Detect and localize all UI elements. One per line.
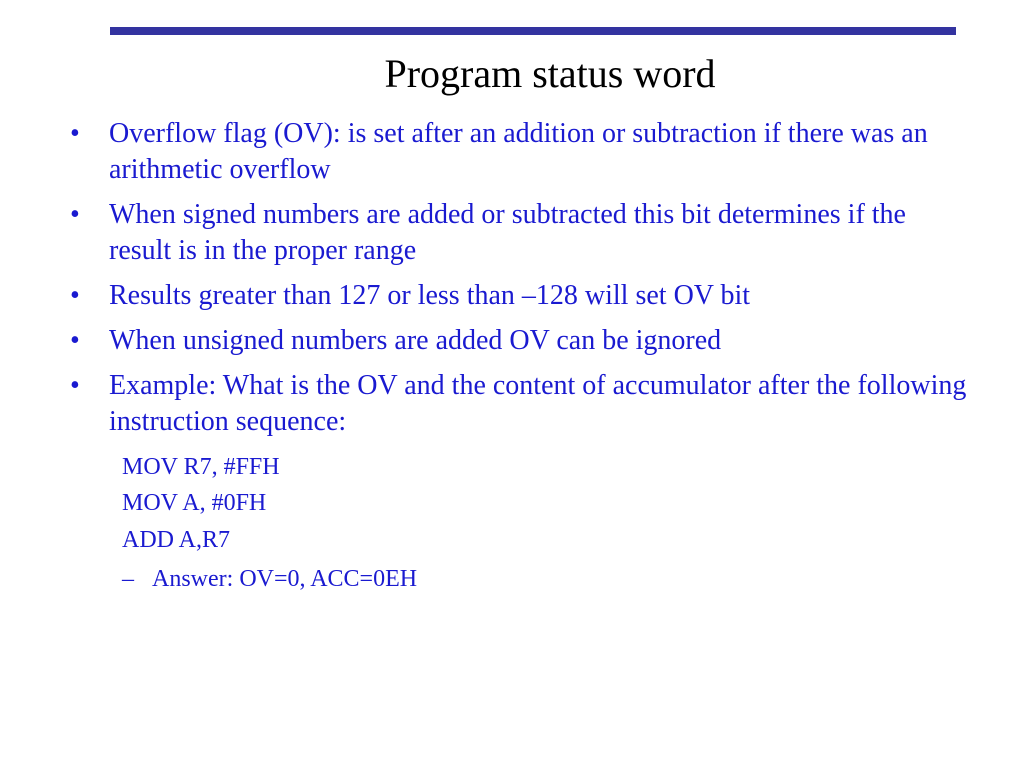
title-divider-bar	[110, 27, 956, 35]
bullet-dot: •	[70, 370, 80, 401]
bullet-text: Overflow flag (OV): is set after an addition or subtraction if there was an arithmetic overflow	[109, 118, 928, 185]
code-line: ADD A,R7	[122, 527, 231, 553]
bullet-dot: •	[70, 325, 80, 356]
slide-title: Program status word	[384, 51, 716, 96]
code-line: MOV R7, #FFH	[122, 454, 280, 480]
answer-dash: –	[122, 566, 134, 592]
bullet-item	[70, 278, 970, 314]
code-line: MOV A, #0FH	[122, 490, 267, 516]
bullet-dot: •	[70, 280, 80, 311]
answer-text: Answer: OV=0, ACC=0EH	[152, 566, 418, 592]
bullet-dot: •	[70, 118, 80, 149]
bullet-text: Results greater than 127 or less than –128 will set OV bit	[109, 280, 751, 311]
bullet-dot: •	[70, 199, 80, 230]
answer-line	[122, 564, 822, 594]
bullet-text: When signed numbers are added or subtracted this bit determines if the result is in the proper range	[109, 199, 906, 266]
bullet-item	[70, 116, 970, 188]
bullet-item	[70, 323, 970, 359]
bullet-text: When unsigned numbers are added OV can be ignored	[109, 325, 722, 356]
bullet-item	[70, 197, 970, 269]
bullet-text: Example: What is the OV and the content of accumulator after the following instruction sequence:	[109, 370, 967, 437]
bullet-list	[70, 116, 970, 449]
bullet-item	[70, 368, 970, 440]
